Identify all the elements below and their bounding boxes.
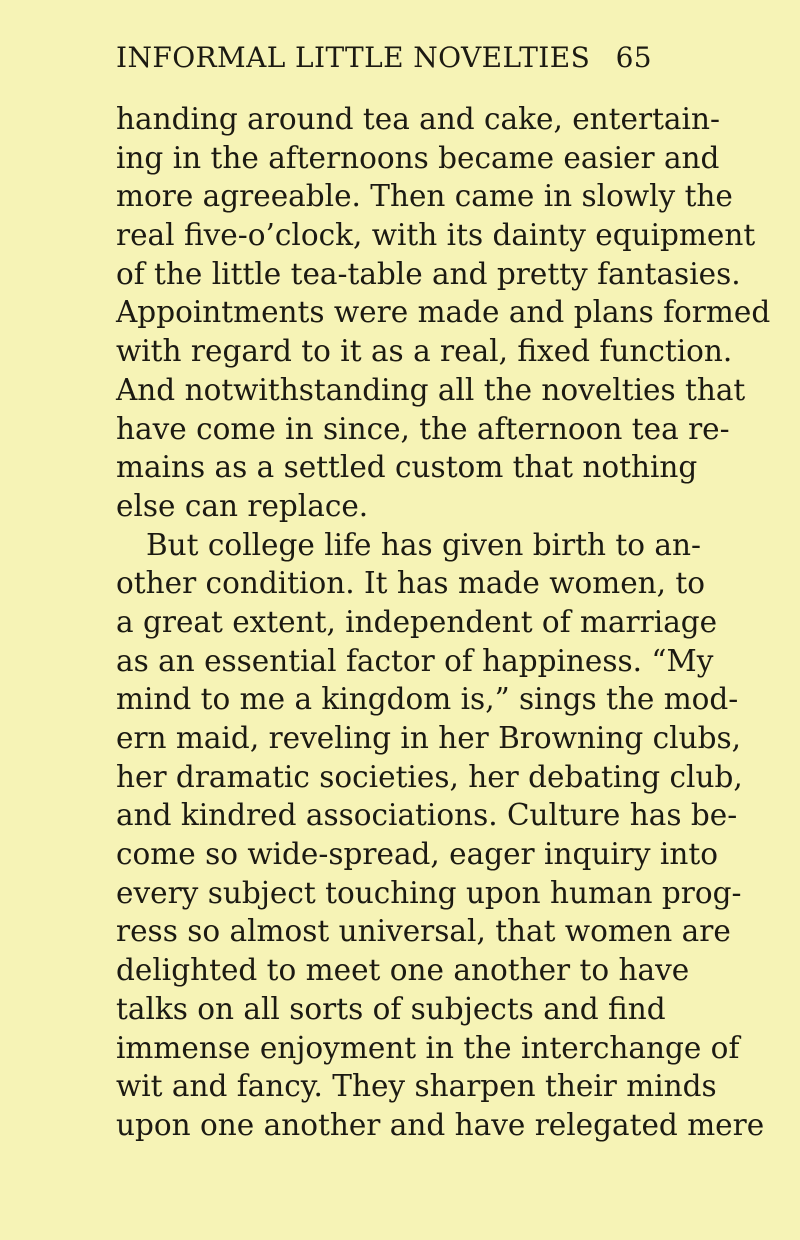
text-line: more agreeable. Then came in slowly the bbox=[116, 179, 733, 214]
text-line: wit and fancy. They sharpen their minds bbox=[116, 1069, 717, 1104]
text-line: mind to me a kingdom is,” sings the mod- bbox=[116, 682, 739, 717]
text-line: handing around tea and cake, entertain- bbox=[116, 102, 720, 136]
text-line: immense enjoyment in the interchange of bbox=[116, 1030, 740, 1065]
text-line: other condition. It has made women, to bbox=[116, 566, 706, 601]
text-line: and kindred associations. Culture has be- bbox=[116, 798, 738, 833]
running-head bbox=[116, 41, 652, 81]
text-line: a great extent, independent of marriage bbox=[116, 604, 718, 639]
text-line: her dramatic societies, her debating club, bbox=[116, 759, 743, 794]
text-line: else can replace. bbox=[116, 488, 369, 523]
text-line: as an essential factor of happiness. “My bbox=[116, 643, 714, 678]
text-line: And notwithstanding all the novelties that bbox=[116, 372, 746, 407]
text-line: Appointments were made and plans formed bbox=[116, 295, 771, 330]
text-line: ern maid, reveling in her Browning clubs, bbox=[116, 721, 741, 755]
text-line: with regard to it as a real, fixed function. bbox=[116, 334, 733, 369]
text-line: delighted to meet one another to have bbox=[116, 953, 690, 988]
text-line: have come in since, the afternoon tea re- bbox=[116, 411, 730, 446]
text-line: ress so almost universal, that women are bbox=[116, 914, 731, 949]
text-line: upon one another and have relegated mere bbox=[116, 1107, 765, 1142]
text-line: ing in the afternoons became easier and bbox=[116, 140, 720, 175]
text-line: But college life has given birth to an- bbox=[146, 527, 701, 562]
text-line: every subject touching upon human prog- bbox=[116, 875, 742, 910]
running-head-title: INFORMAL LITTLE NOVELTIES bbox=[116, 41, 591, 74]
text-line: mains as a settled custom that nothing bbox=[116, 450, 698, 485]
text-line: talks on all sorts of subjects and find bbox=[116, 991, 666, 1026]
text-line: come so wide-spread, eager inquiry into bbox=[116, 837, 718, 872]
body-text bbox=[116, 100, 771, 1145]
text-line: of the little tea-table and pretty fantasies. bbox=[116, 256, 741, 291]
text-line: real five-o’clock, with its dainty equipment bbox=[116, 218, 756, 253]
page-number: 65 bbox=[615, 41, 652, 74]
